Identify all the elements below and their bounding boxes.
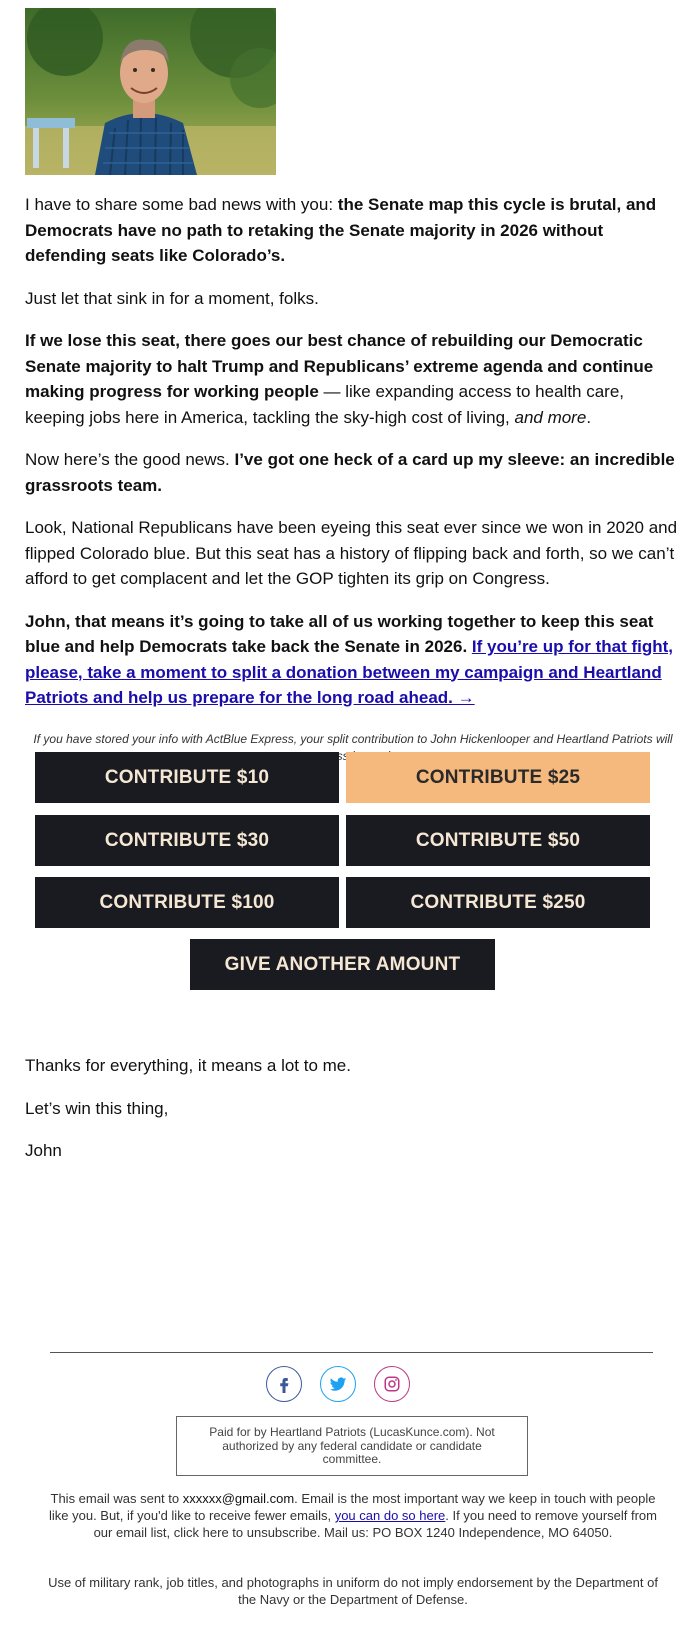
paid-for-disclaimer: Paid for by Heartland Patriots (LucasKunce.com). Not authorized by any federal candidate or candidate committee. xyxy=(176,1416,528,1476)
recipient-email: xxxxxx@gmail.com xyxy=(182,1491,295,1506)
contribute-100-button[interactable]: CONTRIBUTE $100 xyxy=(35,877,339,928)
paragraph-sink-in: Just let that sink in for a moment, folks. xyxy=(25,288,319,308)
facebook-icon[interactable] xyxy=(266,1366,302,1402)
candidate-photo-image xyxy=(25,8,276,175)
candidate-photo xyxy=(25,8,276,175)
contribute-10-button[interactable]: CONTRIBUTE $10 xyxy=(35,752,339,803)
twitter-icon[interactable] xyxy=(320,1366,356,1402)
footer-divider xyxy=(50,1352,653,1353)
footer-military-disclaimer: Use of military rank, job titles, and photographs in uniform do not imply endorsement by the Department of the Navy or the Department of Defense. xyxy=(48,1575,658,1607)
closing xyxy=(25,1053,681,1181)
paragraph-good-news: Now here’s the good news. I’ve got one heck of a card up my sleeve: an incredible grassroots team. xyxy=(25,450,675,495)
win-line: Let’s win this thing, xyxy=(25,1098,169,1118)
paragraph-bad-news: I have to share some bad news with you: the Senate map this cycle is brutal, and Democrats have no path to retaking the Senate majority in 2026 without defending seats like Colorado’s. xyxy=(25,195,657,265)
paragraph-republicans: Look, National Republicans have been eyeing this seat ever since we won in 2020 and flipped Colorado blue. But this seat has a history of flipping back and forth, so we can’t afford to get complacent and let the GOP tighten its grip on Congress. xyxy=(25,518,678,588)
donate-link[interactable]: If you’re up for that fight, please, take a moment to split a donation between my campaign and Heartland Patriots and help us prepare for the long road ahead. → xyxy=(25,637,674,707)
thanks-line: Thanks for everything, it means a lot to me. xyxy=(25,1056,351,1075)
instagram-icon[interactable] xyxy=(374,1366,410,1402)
signature: John xyxy=(25,1141,62,1160)
paragraph-lose-seat: If we lose this seat, there goes our best chance of rebuilding our Democratic Senate majority to halt Trump and Republicans’ extreme agenda and continue making progress for working people — like expanding access to health care, keeping jobs here in America, tackling the sky-high cost of living, and more. xyxy=(25,331,654,427)
actblue-note: If you have stored your info with ActBlue Express, your split contribution to John Hickenlooper and Heartland Patriots will xyxy=(33,732,673,746)
contribute-30-button[interactable]: CONTRIBUTE $30 xyxy=(35,815,339,866)
give-another-amount-button[interactable]: GIVE ANOTHER AMOUNT xyxy=(190,939,495,990)
contribute-250-button[interactable]: CONTRIBUTE $250 xyxy=(346,877,650,928)
paragraph-ask: John, that means it’s going to take all of us working together to keep this seat blue and help Democrats take back the Senate in 2026. If you’re up for that fight, please, take a moment to split a donation between my campaign and Heartland Patriots and help us prepare for the long road ahead. → xyxy=(25,611,674,707)
footer-email-notice: This email was sent to xxxxxx@gmail.com. Email is the most important way we keep in touch with people like you. But, if you'd like to receive fewer emails, you can do so here. If you need to remove yourself from our email list, click here to unsubscribe. Mail us: PO BOX 1240 Independence, MO 64050. xyxy=(48,1491,657,1540)
email-body xyxy=(25,192,681,728)
fewer-emails-link[interactable]: you can do so here xyxy=(334,1508,446,1523)
contribute-50-button[interactable]: CONTRIBUTE $50 xyxy=(346,815,650,866)
contribute-25-button[interactable]: CONTRIBUTE $25 xyxy=(346,752,650,803)
